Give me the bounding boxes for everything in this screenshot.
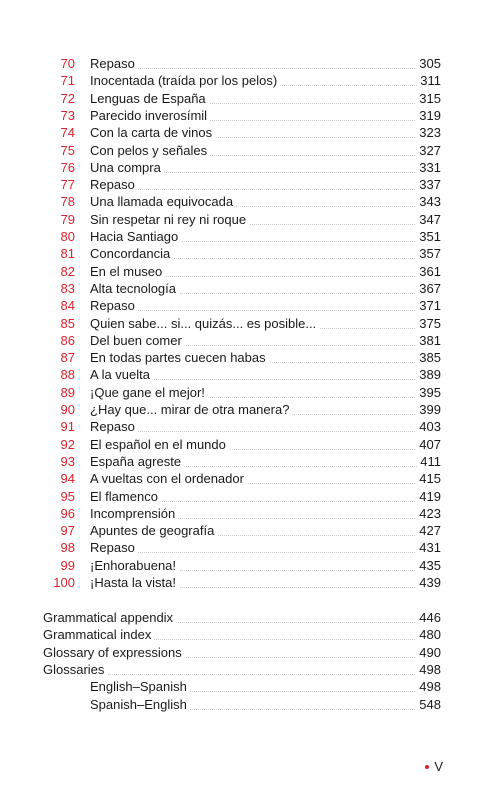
lesson-title: Inocentada (traída por los pelos)	[90, 72, 280, 89]
lesson-title: Concordancia	[90, 245, 173, 262]
page-ref: 435	[416, 557, 441, 574]
page-ref: 337	[416, 176, 441, 193]
appendix-entry	[0, 609, 483, 626]
lesson-title: Con pelos y señales	[90, 142, 210, 159]
lesson-number: 78	[60, 194, 75, 210]
toc-entry	[0, 90, 483, 107]
lesson-number: 91	[60, 419, 75, 435]
page-ref: 389	[416, 366, 441, 383]
lesson-number: 72	[60, 90, 75, 106]
page-ref: 446	[416, 609, 441, 626]
page-ref: 347	[416, 211, 441, 228]
page-ref: 361	[416, 263, 441, 280]
lesson-title: El flamenco	[90, 488, 161, 505]
lesson-title: Repaso	[90, 539, 138, 556]
page-ref: 480	[416, 626, 441, 643]
toc-entry	[0, 124, 483, 141]
toc-entry	[0, 55, 483, 72]
lesson-number: 75	[60, 142, 75, 158]
lesson-number: 92	[60, 436, 75, 452]
toc-entry	[0, 107, 483, 124]
page-ref: 490	[416, 644, 441, 661]
appendix-entry	[0, 626, 483, 643]
lesson-title: En el museo	[90, 263, 165, 280]
lesson-number: 95	[60, 488, 75, 504]
page-ref: 407	[416, 436, 441, 453]
lesson-number: 94	[60, 471, 75, 487]
lesson-number: 96	[60, 505, 75, 521]
page-ref: 411	[417, 453, 441, 470]
appendix-title: Grammatical index	[43, 626, 154, 643]
lesson-title: Parecido inverosímil	[90, 107, 210, 124]
lesson-number: 100	[53, 575, 75, 590]
lesson-title: Repaso	[90, 176, 138, 193]
lesson-number: 90	[60, 402, 75, 417]
dot-leader	[90, 188, 437, 190]
toc-entry	[0, 488, 483, 505]
lesson-number: 80	[60, 229, 75, 244]
page-ref: 415	[416, 470, 441, 487]
toc-entry	[0, 539, 483, 556]
appendix-entry	[0, 678, 483, 695]
toc-entry	[0, 193, 483, 210]
toc-entry	[0, 297, 483, 314]
toc-entry	[0, 418, 483, 435]
lesson-title: Una llamada equivocada	[90, 193, 236, 210]
toc-entry	[0, 245, 483, 262]
page-ref: 327	[416, 142, 441, 159]
page-ref: 357	[416, 245, 441, 262]
page-ref: 548	[416, 696, 441, 713]
lesson-number: 83	[60, 280, 75, 296]
appendix-entry	[0, 696, 483, 713]
page-ref: 431	[416, 539, 441, 556]
lesson-title: Repaso	[90, 55, 138, 72]
lesson-number: 77	[60, 177, 75, 193]
toc-entry	[0, 401, 483, 418]
page-ref: 385	[416, 349, 441, 366]
toc-entry	[0, 349, 483, 366]
toc-entry	[0, 142, 483, 159]
page-ref: 305	[416, 55, 441, 72]
appendix-entry	[0, 661, 483, 678]
toc-entry	[0, 522, 483, 539]
toc-entry	[0, 159, 483, 176]
page-ref: 498	[416, 661, 441, 678]
lesson-number: 86	[60, 332, 75, 348]
appendix-title: Glossaries	[43, 661, 107, 678]
page-number: V	[434, 759, 443, 774]
dot-leader	[90, 551, 437, 553]
page-ref: 381	[416, 332, 441, 349]
toc-entry	[0, 176, 483, 193]
lesson-number: 70	[60, 56, 75, 71]
toc-entry	[0, 228, 483, 245]
appendix-title: English–Spanish	[90, 678, 190, 695]
lesson-title: Repaso	[90, 418, 138, 435]
dot-leader	[90, 67, 437, 69]
lesson-title: Apuntes de geografía	[90, 522, 217, 539]
page-ref: 399	[416, 401, 441, 418]
page-ref: 419	[416, 488, 441, 505]
dot-leader	[90, 309, 437, 311]
lesson-number: 74	[60, 125, 75, 141]
page-ref: 498	[416, 678, 441, 695]
lesson-number: 88	[60, 367, 75, 383]
page-ref: 311	[417, 72, 441, 89]
lesson-number: 79	[60, 211, 75, 227]
lesson-title: Hacia Santiago	[90, 228, 181, 245]
lesson-title: Alta tecnología	[90, 280, 179, 297]
lesson-number: 93	[60, 453, 75, 469]
toc-entry	[0, 332, 483, 349]
lesson-title: A vueltas con el ordenador	[90, 470, 247, 487]
page-ref: 315	[416, 90, 441, 107]
lesson-title: Incomprensión	[90, 505, 178, 522]
page-ref: 423	[416, 505, 441, 522]
lesson-title: A la vuelta	[90, 366, 153, 383]
lesson-title: Quien sabe... si... quizás... es posible...	[90, 315, 319, 332]
toc-entry	[0, 280, 483, 297]
lesson-number: 98	[60, 540, 75, 556]
appendix-entry	[0, 644, 483, 661]
page-ref: 371	[416, 297, 441, 314]
toc-entry	[0, 384, 483, 401]
lesson-title: Repaso	[90, 297, 138, 314]
toc-entry	[0, 470, 483, 487]
toc-entry	[0, 366, 483, 383]
lesson-title: El español en el mundo	[90, 436, 229, 453]
lesson-number: 82	[60, 263, 75, 279]
appendix-title: Spanish–English	[90, 696, 190, 713]
lesson-title: Sin respetar ni rey ni roque	[90, 211, 249, 228]
page-ref: 427	[416, 522, 441, 539]
toc-entry	[0, 72, 483, 89]
lesson-number: 85	[60, 315, 75, 331]
toc-entry	[0, 574, 483, 591]
lesson-title: ¡Hasta la vista!	[90, 574, 179, 591]
page-footer	[425, 759, 443, 774]
page-ref: 351	[416, 228, 441, 245]
page-ref: 343	[416, 193, 441, 210]
lesson-title: ¡Que gane el mejor!	[90, 384, 208, 401]
toc-entry	[0, 263, 483, 280]
appendix-title: Glossary of expressions	[43, 644, 185, 661]
lesson-title: Del buen comer	[90, 332, 185, 349]
lesson-number: 89	[60, 384, 75, 400]
page-ref: 323	[416, 124, 441, 141]
lesson-number: 73	[60, 107, 75, 123]
bullet-icon	[425, 765, 429, 769]
page-ref: 375	[416, 315, 441, 332]
appendix-title: Grammatical appendix	[43, 609, 176, 626]
toc-entry	[0, 453, 483, 470]
page-ref: 367	[416, 280, 441, 297]
page-ref: 395	[416, 384, 441, 401]
lesson-title: España agreste	[90, 453, 184, 470]
lesson-title: Lenguas de España	[90, 90, 209, 107]
lesson-title: Con la carta de vinos	[90, 124, 215, 141]
page-ref: 319	[416, 107, 441, 124]
lesson-number: 71	[60, 73, 75, 89]
page-ref: 331	[416, 159, 441, 176]
lesson-number: 87	[60, 350, 75, 366]
page-ref: 403	[416, 418, 441, 435]
lesson-number: 76	[60, 159, 75, 175]
dot-leader	[90, 430, 437, 432]
lesson-number: 99	[60, 557, 75, 573]
lesson-title: En todas partes cuecen habas	[90, 349, 269, 366]
toc-entry	[0, 505, 483, 522]
toc-entry	[0, 211, 483, 228]
lesson-number: 81	[60, 246, 75, 262]
lesson-number: 84	[60, 298, 75, 314]
lesson-title: Una compra	[90, 159, 164, 176]
page-ref: 439	[416, 574, 441, 591]
toc-entry	[0, 436, 483, 453]
lesson-number: 97	[60, 523, 75, 539]
lesson-title: ¡Enhorabuena!	[90, 557, 179, 574]
toc-entry	[0, 315, 483, 332]
lesson-title: ¿Hay que... mirar de otra manera?	[90, 401, 292, 418]
toc-entry	[0, 557, 483, 574]
